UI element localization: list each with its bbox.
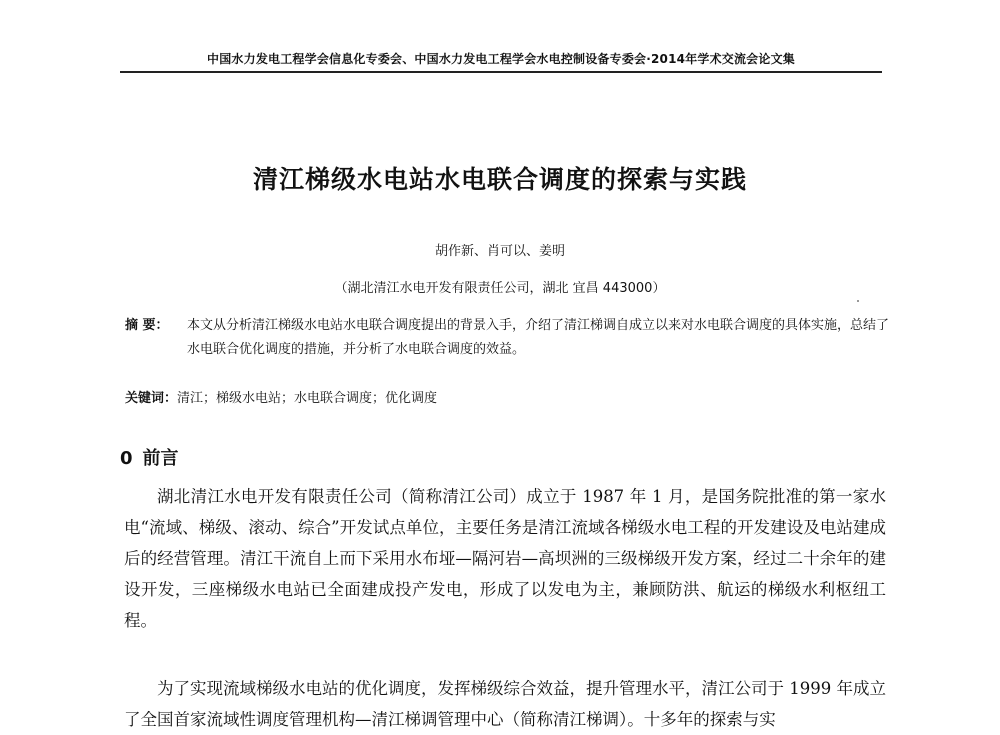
paper-title: 清江梯级水电站水电联合调度的探索与实践 <box>252 165 747 194</box>
abstract <box>125 314 890 362</box>
section-heading <box>120 444 179 470</box>
body-paragraph: 为了实现流域梯级水电站的优化调度，发挥梯级综合效益，提升管理水平，清江公司于 1999 年成立了全国首家流域性调度管理机构—清江梯调管理中心（简称清江梯调）。十多年的探索与实 <box>124 679 886 729</box>
body-paragraph: 湖北清江水电开发有限责任公司（简称清江公司）成立于 1987 年 1 月，是国务院批准的第一家水电“流域、梯级、滚动、综合”开发试点单位，主要任务是清江流域各梯级水电工程的开发建设及电站建成后的经营管理。清江干流自上而下采用水布垭—隔河岩—高坝洲的三级梯级开发方案，经过二十余年的建设开发，三座梯级水电站已全面建成投产发电，形成了以发电为主，兼顾防洪、航运的梯级水利枢纽工程。 <box>124 487 886 630</box>
keywords-label: 关键词： <box>125 391 178 406</box>
keywords <box>125 387 890 406</box>
running-header: 中国水力发电工程学会信息化专委会、中国水力发电工程学会水电控制设备专委会·2014年学术交流会论文集 <box>207 52 795 66</box>
section-title: 前言 <box>142 448 179 469</box>
section-number: 0 <box>120 448 133 469</box>
abstract-label: 摘 要： <box>125 318 169 333</box>
header-rule <box>120 71 882 73</box>
keywords-text: 清江；梯级水电站；水电联合调度；优化调度 <box>177 391 438 406</box>
authors: 胡作新、肖可以、姜明 <box>434 244 565 259</box>
abstract-text: 本文从分析清江梯级水电站水电联合调度提出的背景入手，介绍了清江梯调自成立以来对水电联合调度的具体实施，总结了水电联合优化调度的措施，并分析了水电联合调度的效益。 <box>187 318 890 357</box>
scan-artifact <box>857 300 859 302</box>
affiliation: （湖北清江水电开发有限责任公司，湖北 宜昌 443000） <box>334 281 666 296</box>
